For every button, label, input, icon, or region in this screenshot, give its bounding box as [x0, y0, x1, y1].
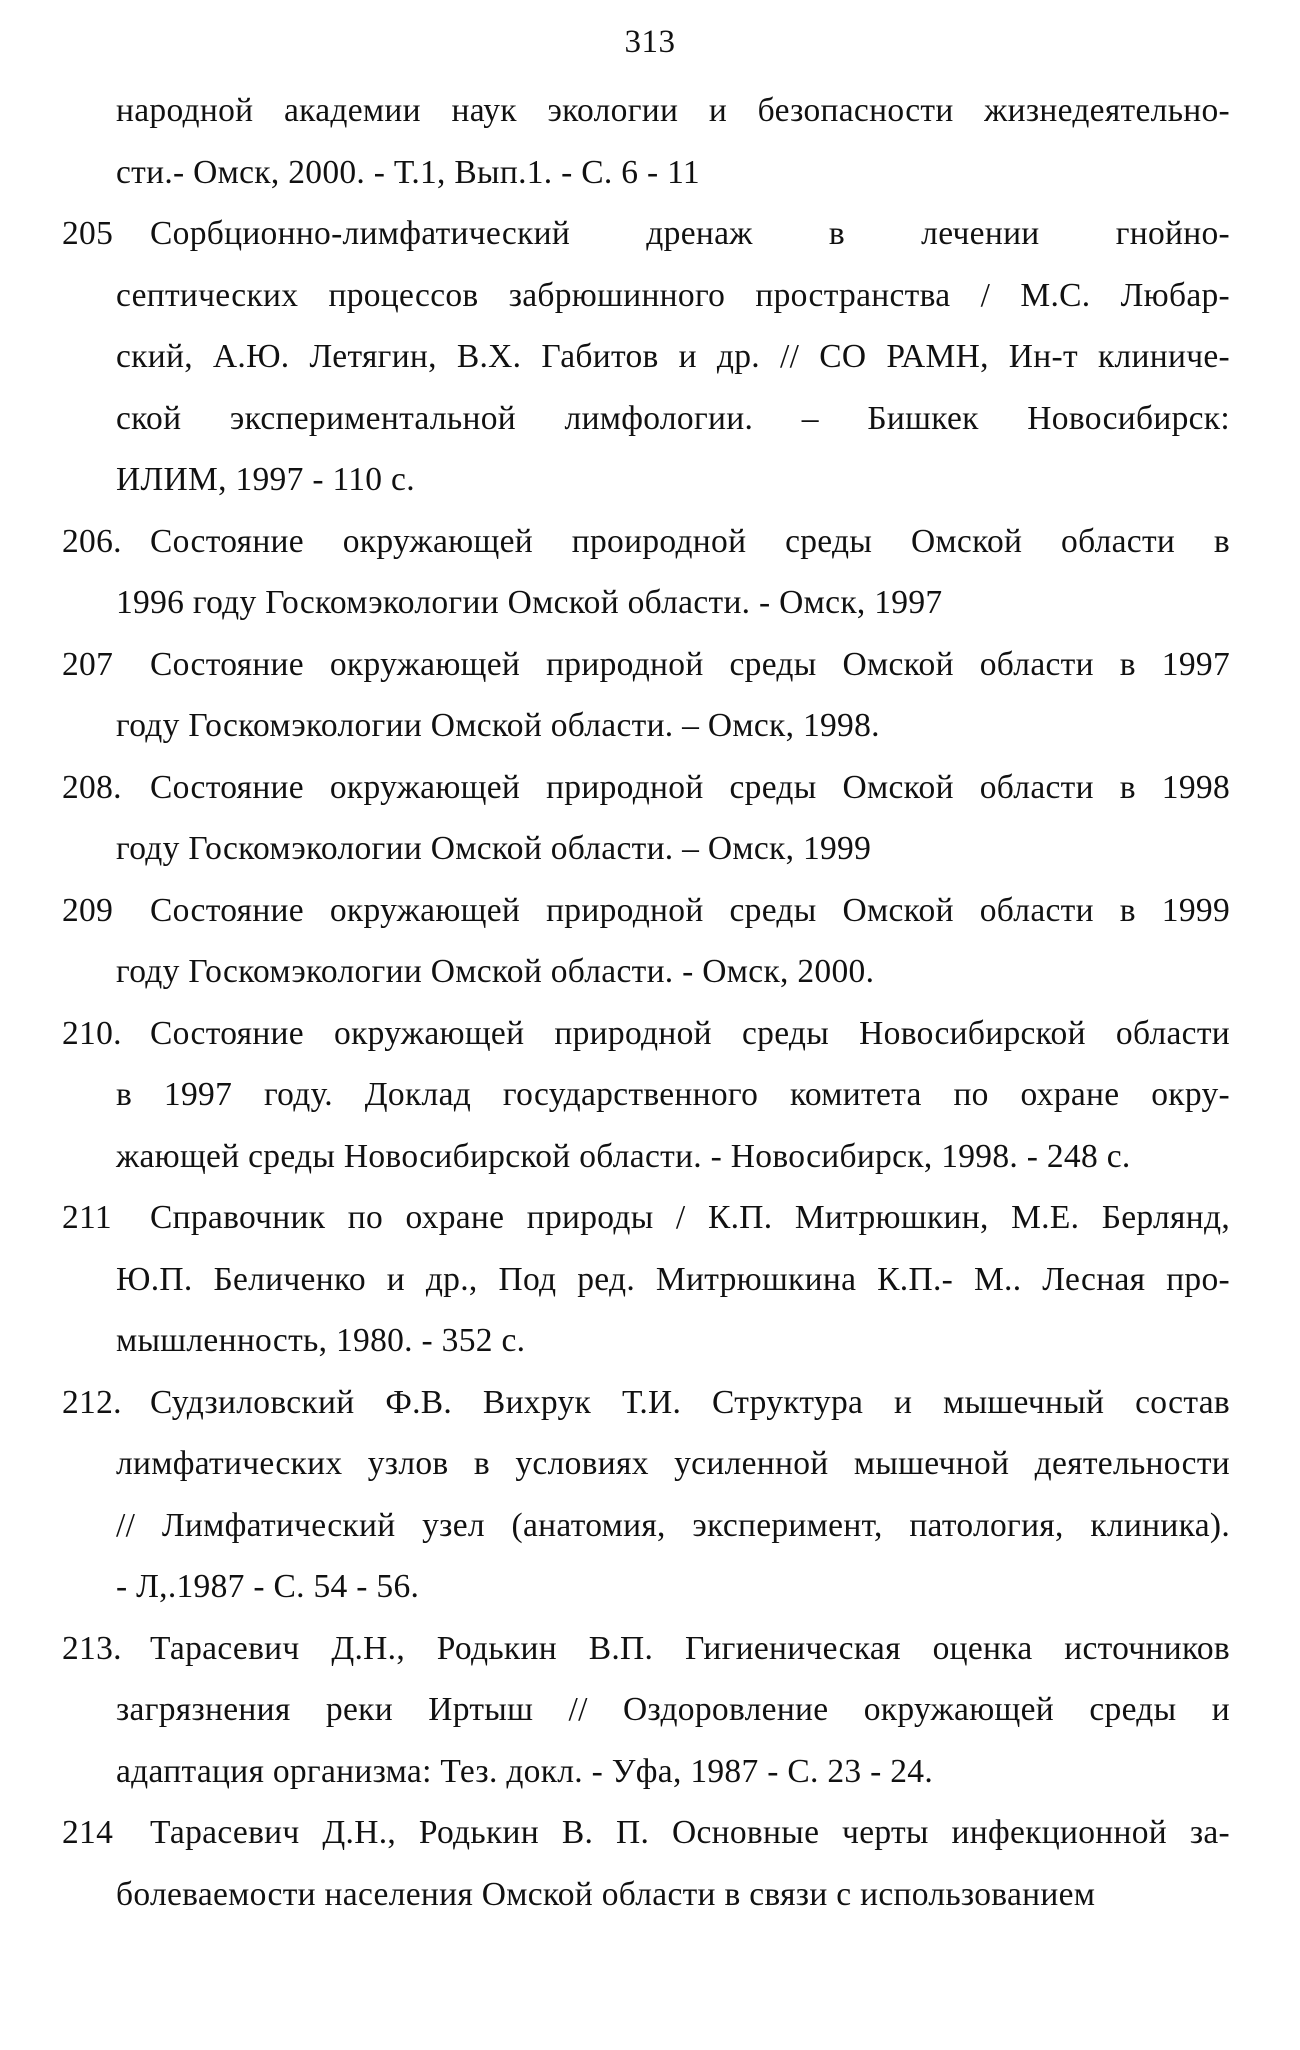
- entry-text-line: Ю.П. Беличенко и др., Под ред. Митрюшкина К.П.- М.. Лесная про-: [116, 1260, 1230, 1298]
- entry-continuation: [62, 1679, 1230, 1802]
- bibliography-entry: [62, 757, 1230, 880]
- entry-number: 206.: [62, 522, 122, 560]
- entry-text-line: болеваемости населения Омской области в связи с использованием: [116, 1875, 1096, 1913]
- entry-text-line: Состояние окружающей природной среды Новосибирской области: [150, 1014, 1230, 1052]
- entry-text-line: ИЛИМ, 1997 - 110 с.: [116, 461, 415, 498]
- entry-text-line: в 1997 году. Доклад государственного комитета по охране окру-: [116, 1076, 1230, 1113]
- entry-first-line: [62, 880, 1230, 942]
- bibliography-entry: [62, 1187, 1230, 1372]
- entry-number: 214: [62, 1814, 114, 1851]
- entry-first-line: [62, 1802, 1230, 1864]
- entry-text-line: - Л,.1987 - С. 54 - 56.: [116, 1568, 420, 1605]
- entry-first-line: [62, 1187, 1230, 1249]
- entry-text-line: лимфатических узлов в условиях усиленной мышечной деятельности: [116, 1445, 1230, 1482]
- continuation-line: народной академии наук экологии и безопасности жизнедеятельно-: [116, 92, 1230, 129]
- entry-number: 210.: [62, 1014, 122, 1052]
- bibliography-entry: [62, 1003, 1230, 1188]
- entry-text-line: году Госкомэкологии Омской области. – Омск, 1999: [116, 830, 872, 867]
- entry-text-line: Состояние окружающей природной среды Омской области в 1999: [150, 891, 1230, 929]
- entry-text-line: загрязнения реки Иртыш // Оздоровление окружающей среды и: [116, 1691, 1230, 1728]
- entry-continuation: [62, 1064, 1230, 1187]
- entry-text-line: септических процессов забрюшинного пространства / М.С. Любар-: [116, 276, 1230, 314]
- bibliography-entry: [62, 880, 1230, 1003]
- entry-first-line: [62, 757, 1230, 819]
- entry-first-line: [62, 1618, 1230, 1680]
- bibliography-entry: [62, 511, 1230, 634]
- entry-text-line: Состояние окружающей проиродной среды Омской области в: [150, 522, 1230, 560]
- entry-number: 208.: [62, 768, 122, 806]
- entry-number: 205: [62, 215, 114, 252]
- entry-text-line: // Лимфатический узел (анатомия, эксперимент, патология, клиника).: [116, 1506, 1230, 1544]
- entry-text-line: ской экспериментальной лимфологии. – Бишкек Новосибирск:: [116, 399, 1230, 437]
- entry-continuation: [62, 1433, 1230, 1618]
- page-number: 313: [624, 24, 676, 60]
- bibliography-entry: [62, 1372, 1230, 1618]
- entry-first-line: [62, 1003, 1230, 1065]
- entry-number: 212.: [62, 1383, 122, 1421]
- continuation-text: [116, 80, 1230, 203]
- entry-first-line: [62, 1372, 1230, 1434]
- entry-text-line: Сорбционно-лимфатический дренаж в лечении гнойно-: [150, 215, 1230, 252]
- bibliography-entry: [62, 1802, 1230, 1925]
- entry-continuation: [62, 265, 1230, 511]
- entry-continuation: [62, 818, 1230, 880]
- entry-text-line: Справочник по охране природы / К.П. Митрюшкин, М.Е. Берлянд,: [150, 1199, 1230, 1236]
- entry-text-line: году Госкомэкологии Омской области. – Омск, 1998.: [116, 707, 880, 744]
- continuation-line: сти.- Омск, 2000. - Т.1, Вып.1. - С. 6 - 11: [116, 153, 700, 191]
- entry-text-line: Судзиловский Ф.В. Вихрук Т.И. Структура и мышечный состав: [150, 1383, 1230, 1421]
- entry-text-line: Состояние окружающей природной среды Омской области в 1997: [150, 645, 1230, 683]
- bibliography-entry: [62, 203, 1230, 511]
- entry-continuation: [62, 1864, 1230, 1926]
- entry-text-line: ский, А.Ю. Летягин, В.Х. Габитов и др. // СО РАМН, Ин-т клиниче-: [116, 338, 1230, 375]
- entry-continuation: [62, 572, 1230, 634]
- entry-text-line: жающей среды Новосибирской области. - Новосибирск, 1998. - 248 с.: [116, 1137, 1131, 1175]
- entry-text-line: 1996 году Госкомэкологии Омской области. - Омск, 1997: [116, 584, 943, 621]
- entry-number: 207: [62, 645, 114, 683]
- entry-first-line: [62, 203, 1230, 265]
- bibliography-entry: [62, 1618, 1230, 1803]
- entry-continuation: [62, 1249, 1230, 1372]
- entry-text-line: году Госкомэкологии Омской области. - Омск, 2000.: [116, 953, 875, 990]
- entry-text-line: Состояние окружающей природной среды Омской области в 1998: [150, 768, 1230, 806]
- entry-text-line: мышленность, 1980. - 352 с.: [116, 1322, 526, 1359]
- bibliography-list: [62, 80, 1230, 1925]
- entries-container: [62, 203, 1230, 1925]
- entry-text-line: Тарасевич Д.Н., Родькин В.П. Гигиеническая оценка источников: [150, 1629, 1230, 1667]
- entry-text-line: адаптация организма: Тез. докл. - Уфа, 1987 - С. 23 - 24.: [116, 1752, 934, 1790]
- entry-continuation: [62, 695, 1230, 757]
- bibliography-entry: [62, 634, 1230, 757]
- entry-text-line: Тарасевич Д.Н., Родькин В. П. Основные черты инфекционной за-: [150, 1814, 1230, 1851]
- entry-first-line: [62, 511, 1230, 573]
- entry-first-line: [62, 634, 1230, 696]
- entry-number: 211: [62, 1199, 112, 1236]
- entry-continuation: [62, 941, 1230, 1003]
- entry-number: 213.: [62, 1629, 122, 1667]
- entry-number: 209: [62, 891, 114, 929]
